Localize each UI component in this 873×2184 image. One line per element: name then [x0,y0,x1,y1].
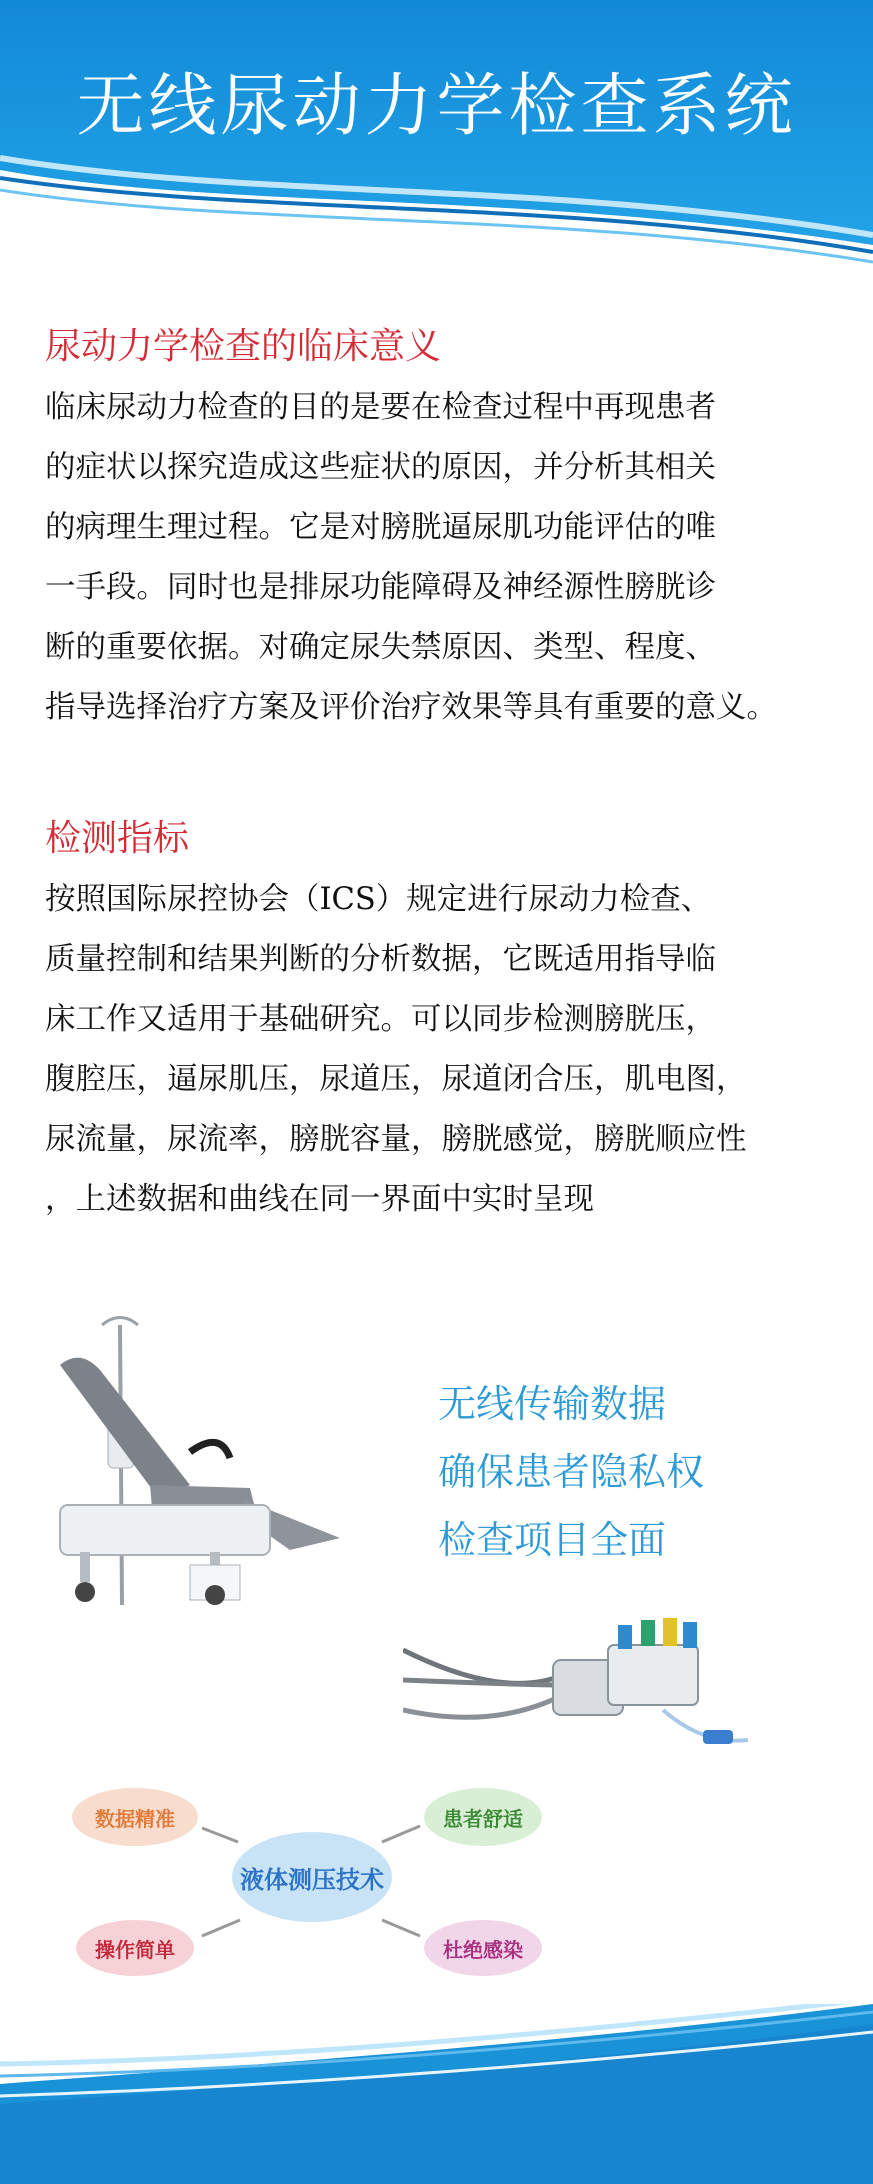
paragraph-line: 质量控制和结果判断的分析数据，它既适用指导临 [45,942,716,977]
header-wave-decoration [0,150,873,300]
header-banner [0,0,873,300]
feature-item: 检查项目全面 [438,1518,667,1562]
paragraph-line: 一手段。同时也是排尿功能障碍及神经源性膀胱诊 [45,570,716,605]
paragraph-line: 断的重要依据。对确定尿失禁原因、类型、程度、 [45,630,716,665]
feature-item: 无线传输数据 [438,1382,667,1426]
paragraph-line: 腹腔压，逼尿肌压，尿道压，尿道闭合压，肌电图， [45,1062,747,1097]
diagram-center-bubble: 液体测压技术 [232,1832,392,1922]
feature-item: 确保患者隐私权 [438,1450,705,1494]
diagram-bubble-bottom-right: 杜绝感染 [424,1920,542,1976]
footer-wave-decoration [0,2004,873,2184]
section-heading-indicators: 检测指标 [45,818,190,859]
exam-chair-image [40,1310,350,1610]
feature-list [438,1370,704,1574]
diagram-bubble-top-right: 患者舒适 [424,1788,542,1846]
paragraph-line: 尿流量，尿流率，膀胱容量，膀胱感觉，膀胱顺应性 [45,1122,747,1157]
clinical-paragraph [45,378,873,738]
diagram-bubble-bottom-left: 操作简单 [76,1920,194,1976]
technology-diagram [70,1770,550,1990]
section-heading-clinical: 尿动力学检查的临床意义 [45,326,442,367]
diagram-bubble-top-left: 数据精准 [72,1788,198,1846]
paragraph-line: 的病理生理过程。它是对膀胱逼尿肌功能评估的唯 [45,510,716,545]
paragraph-line: 按照国际尿控协会（ICS）规定进行尿动力检查、 [45,882,712,917]
indicators-paragraph [45,870,873,1230]
page-title: 无线尿动力学检查系统 [76,67,797,146]
paragraph-line: 指导选择治疗方案及评价治疗效果等具有重要的意义。 [45,690,777,725]
paragraph-line: 床工作又适用于基础研究。可以同步检测膀胱压， [45,1002,716,1037]
paragraph-line: 临床尿动力检查的目的是要在检查过程中再现患者 [45,390,716,425]
pressure-sensor-image [403,1590,753,1760]
paragraph-line: 的症状以探究造成这些症状的原因，并分析其相关 [45,450,716,485]
paragraph-line: ，上述数据和曲线在同一界面中实时呈现 [45,1182,594,1217]
